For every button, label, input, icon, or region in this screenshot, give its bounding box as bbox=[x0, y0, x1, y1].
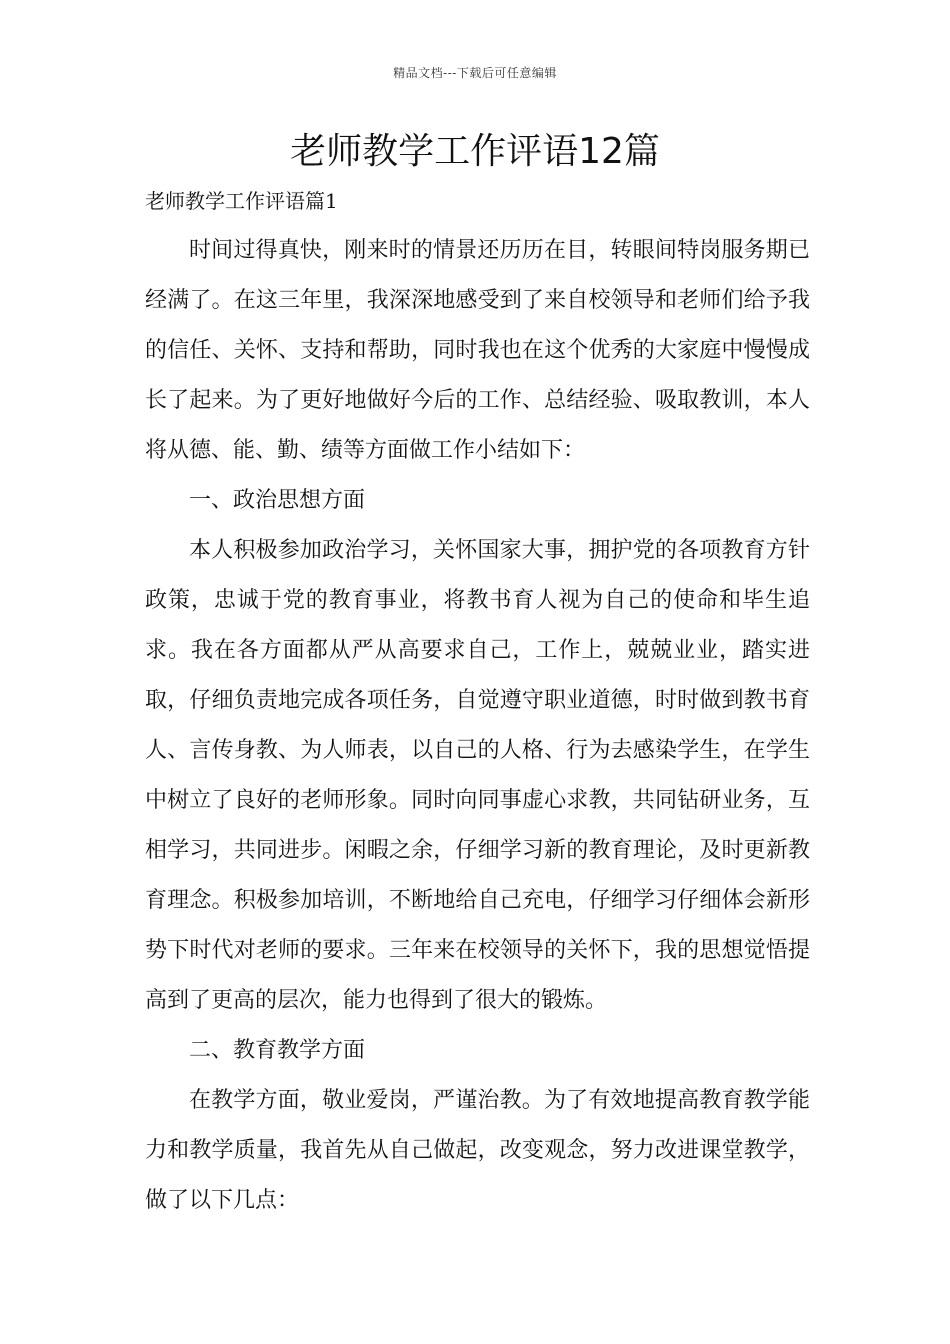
paragraph-teaching: 在教学方面，敬业爱岗，严谨治教。为了有效地提高教育教学能力和教学质量，我首先从自己做起，改变观念，努力改进课堂教学，做了以下几点： bbox=[145, 1088, 810, 1213]
heading-political: 一、政治思想方面 bbox=[189, 488, 366, 513]
document-body bbox=[145, 226, 810, 1226]
paragraph-intro: 时间过得真快，刚来时的情景还历历在目，转眼间特岗服务期已经满了。在这三年里，我深深地感受到了来自校领导和老师们给予我的信任、关怀、支持和帮助，同时我也在这个优秀的大家庭中慢慢成长了起来。为了更好地做好今后的工作、总结经验、吸取教训，本人将从德、能、勤、绩等方面做工作小结如下： bbox=[145, 238, 810, 463]
document-title: 老师教学工作评语12篇 bbox=[290, 131, 660, 172]
page-header: 精品文档---下载后可任意编辑 bbox=[393, 66, 557, 80]
paragraph-political: 本人积极参加政治学习，关怀国家大事，拥护党的各项教育方针政策，忠诚于党的教育事业，将教书育人视为自己的使命和毕生追求。我在各方面都从严从高要求自己，工作上，兢兢业业，踏实进取，仔细负责地完成各项任务，自觉遵守职业道德，时时做到教书育人、言传身教、为人师表，以自己的人格、行为去感染学生，在学生中树立了良好的老师形象。同时向同事虚心求教，共同钻研业务，互相学习，共同进步。闲暇之余，仔细学习新的教育理论，及时更新教育理念。积极参加培训，不断地给自己充电，仔细学习仔细体会新形势下时代对老师的要求。三年来在校领导的关怀下，我的思想觉悟提高到了更高的层次，能力也得到了很大的锻炼。 bbox=[145, 538, 810, 1013]
section-subtitle: 老师教学工作评语篇1 bbox=[145, 189, 338, 213]
heading-teaching: 二、教育教学方面 bbox=[189, 1038, 366, 1063]
